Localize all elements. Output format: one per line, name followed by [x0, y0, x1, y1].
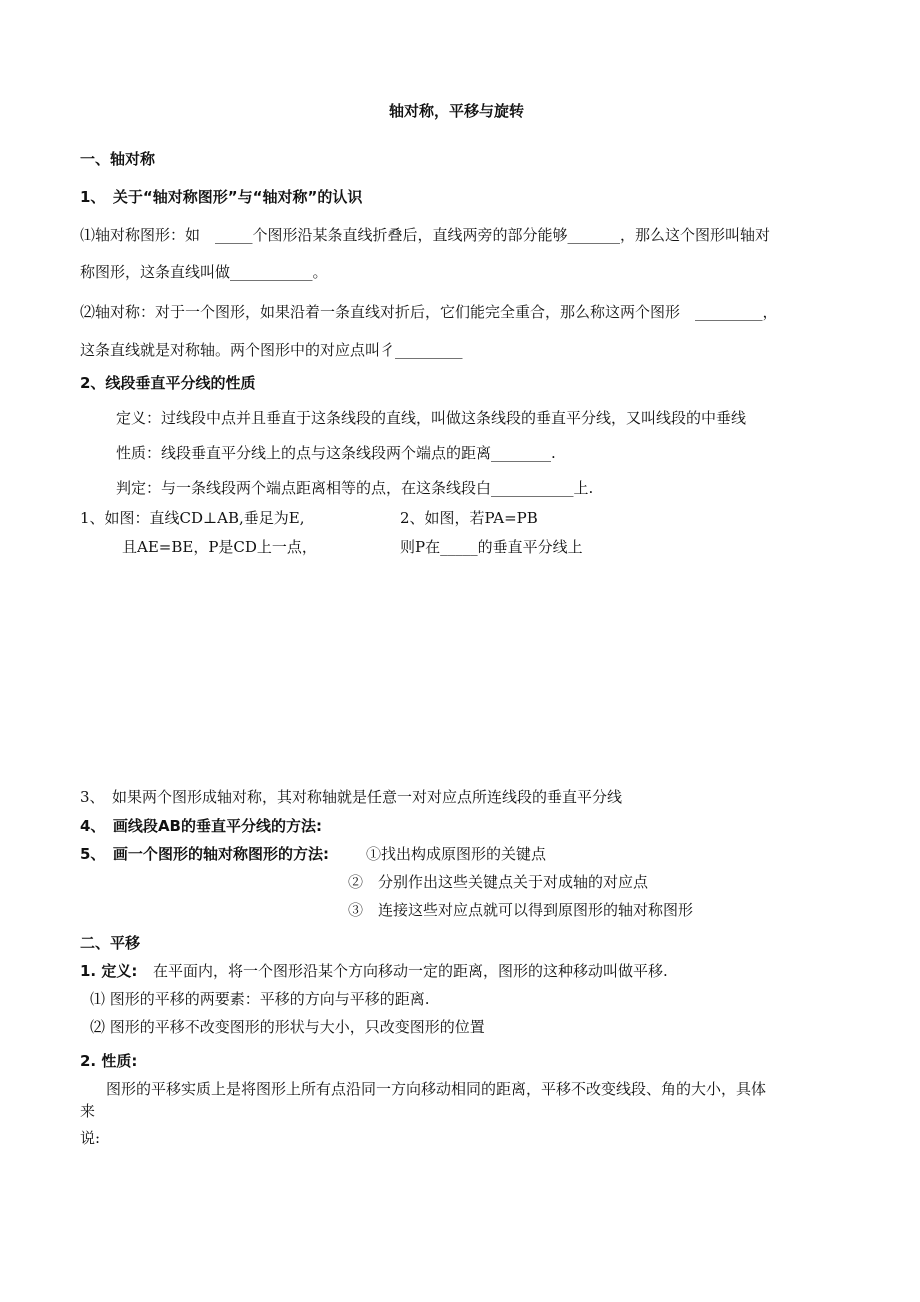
paragraph-2-line-1: ⑵轴对称：对于一个图形，如果沿着一条直线对折后，它们能完全重合，那么称这两个图形 _________，	[80, 303, 778, 321]
translation-property-line-1: 图形的平移实质上是将图形上所有点沿同一方向移动相同的距离，平移不改变线段、角的大小，具体	[106, 1080, 767, 1098]
page-title: 轴对称，平移与旋转	[389, 102, 525, 120]
item-5-label: 5、 画一个图形的轴对称图形的方法:	[80, 845, 329, 863]
property-line: 性质：线段垂直平分线上的点与这条线段两个端点的距离________.	[116, 444, 556, 462]
example-2-line-1: 2、如图，若PA=PB	[400, 509, 538, 527]
item-3: 3、 如果两个图形成轴对称，其对称轴就是任意一对对应点所连线段的垂直平分线	[80, 788, 623, 806]
item-5-step-3: ③ 连接这些对应点就可以得到原图形的轴对称图形	[348, 901, 694, 919]
translation-property-line-2: 来	[80, 1102, 96, 1120]
translation-definition-text: 在平面内，将一个图形沿某个方向移动一定的距离，图形的这种移动叫做平移.	[153, 962, 668, 980]
judgement-line: 判定：与一条线段两个端点距离相等的点，在这条线段白___________上.	[116, 479, 594, 497]
example-2-line-2: 则P在_____的垂直平分线上	[400, 538, 583, 556]
translation-point-1: ⑴ 图形的平移的两要素：平移的方向与平移的距离.	[90, 990, 430, 1008]
paragraph-1-line-1: ⑴轴对称图形：如 _____个图形沿某条直线折叠后，直线两旁的部分能够_______，那么这个图形叫轴对	[80, 226, 771, 244]
translation-property-label: 2. 性质:	[80, 1052, 138, 1070]
item-2-heading: 2、线段垂直平分线的性质	[80, 374, 256, 392]
item-1-heading: 1、 关于“轴对称图形”与“轴对称”的认识	[80, 188, 363, 206]
definition-line: 定义：过线段中点并且垂直于这条线段的直线，叫做这条线段的垂直平分线，又叫线段的中垂线	[116, 409, 747, 427]
translation-definition-label: 1. 定义:	[80, 962, 138, 980]
section-2-heading: 二、平移	[80, 934, 141, 952]
paragraph-2-line-2: 这条直线就是对称轴。两个图形中的对应点叫彳_________	[80, 341, 463, 359]
paragraph-1-line-2: 称图形，这条直线叫做___________。	[80, 263, 328, 281]
item-5-step-1: ①找出构成原图形的关键点	[366, 845, 547, 863]
translation-point-2: ⑵ 图形的平移不改变图形的形状与大小，只改变图形的位置	[90, 1018, 485, 1036]
example-1-line-2: 且AE=BE，P是CD上一点，	[122, 538, 317, 556]
example-1-line-1: 1、如图：直线CD⊥AB,垂足为E,	[80, 509, 305, 527]
item-4: 4、 画线段AB的垂直平分线的方法:	[80, 817, 322, 835]
item-5-step-2: ② 分别作出这些关键点关于对成轴的对应点	[348, 873, 649, 891]
section-1-heading: 一、轴对称	[80, 150, 156, 168]
translation-property-line-3: 说:	[80, 1129, 101, 1147]
